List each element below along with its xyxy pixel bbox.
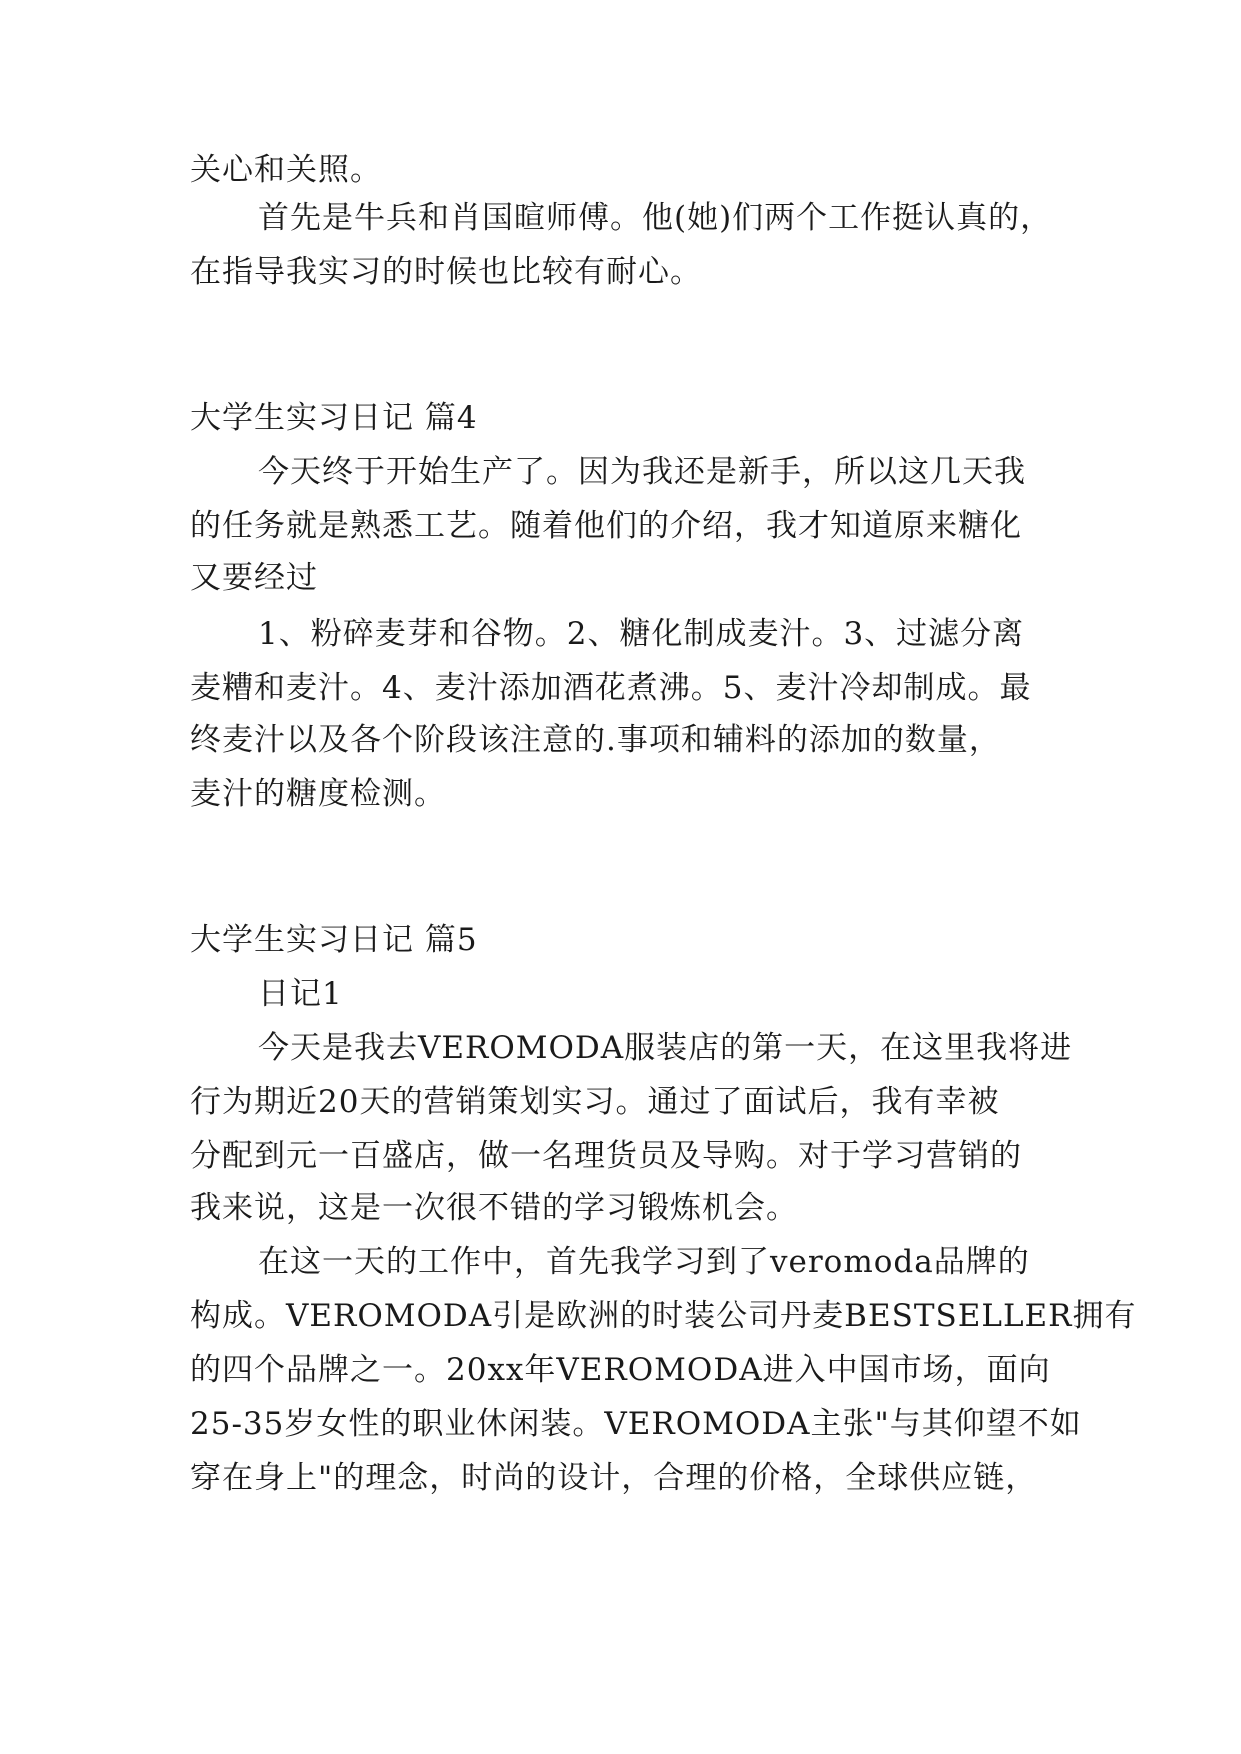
paragraph-line: 在指导我实习的时候也比较有耐心。 (190, 254, 702, 290)
paragraph-line: 1、粉碎麦芽和谷物。2、糖化制成麦汁。3、过滤分离 (258, 616, 1025, 652)
paragraph-line: 首先是牛兵和肖国暄师傅。他(她)们两个工作挺认真的， (258, 200, 1053, 236)
paragraph-line: 行为期近20天的营销策划实习。通过了面试后，我有幸被 (190, 1084, 1000, 1120)
paragraph-line: 25-35岁女性的职业休闲装。VEROMODA主张"与其仰望不如 (190, 1406, 1082, 1442)
paragraph-line: 今天是我去VEROMODA服装店的第一天，在这里我将进 (258, 1030, 1073, 1066)
paragraph-line: 穿在身上"的理念，时尚的设计，合理的价格，全球供应链， (190, 1460, 1038, 1496)
paragraph-line: 构成。VEROMODA引是欧洲的时装公司丹麦BESTSELLER拥有 (190, 1298, 1137, 1334)
paragraph-line: 在这一天的工作中，首先我学习到了veromoda品牌的 (258, 1244, 1030, 1280)
paragraph-line: 关心和关照。 (190, 152, 382, 188)
paragraph-line: 今天终于开始生产了。因为我还是新手，所以这几天我 (258, 454, 1026, 490)
paragraph-line: 又要经过 (190, 560, 318, 596)
section-heading: 大学生实习日记 篇5 (190, 922, 478, 958)
paragraph-line: 的四个品牌之一。20xx年VEROMODA进入中国市场，面向 (190, 1352, 1051, 1388)
paragraph-line: 的任务就是熟悉工艺。随着他们的介绍，我才知道原来糖化 (190, 508, 1022, 544)
paragraph-line: 分配到元一百盛店，做一名理货员及导购。对于学习营销的 (190, 1138, 1022, 1174)
section-heading: 大学生实习日记 篇4 (190, 400, 478, 436)
paragraph-line: 麦汁的糖度检测。 (190, 776, 446, 812)
paragraph-line: 麦糟和麦汁。4、麦汁添加酒花煮沸。5、麦汁冷却制成。最 (190, 670, 1032, 706)
paragraph-line: 我来说，这是一次很不错的学习锻炼机会。 (190, 1190, 798, 1226)
paragraph-line: 终麦汁以及各个阶段该注意的.事项和辅料的添加的数量， (190, 722, 1001, 758)
diary-subheading: 日记1 (258, 976, 343, 1012)
